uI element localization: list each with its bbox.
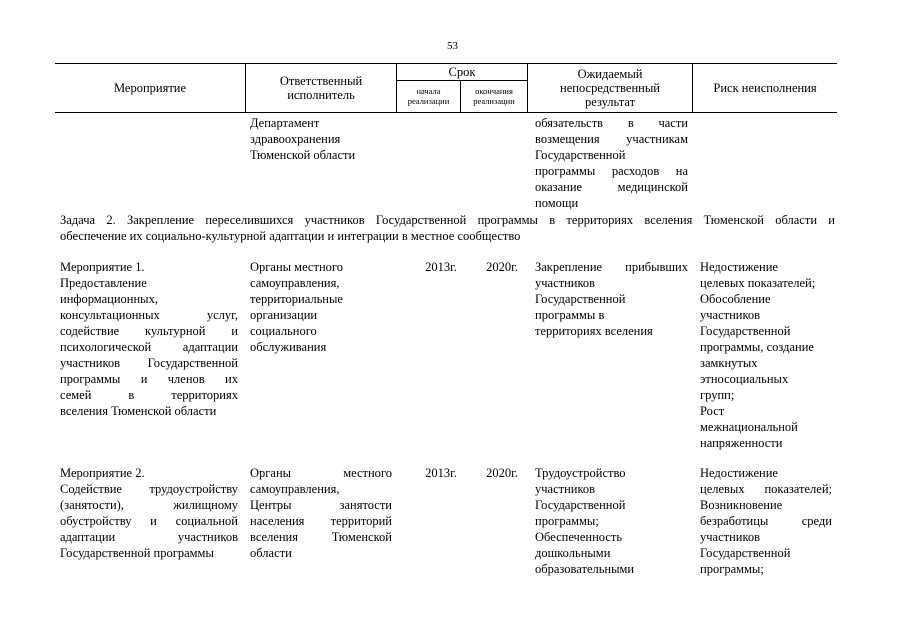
row1-end: 2020г. (486, 260, 518, 274)
header-risk: Риск неисполнения (713, 81, 817, 95)
continuation-result: обязательств в части возмещения участникам Государственной программы расходов на оказание медицинской помощи (535, 116, 688, 210)
header-result: Ожидаемый непосредственный результат (560, 67, 660, 109)
row1-risk: Недостижение целевых показателей; Обособление участников Государственной программы, создание замкнутых этносоциальных групп; Рост межнациональной напряженности (700, 260, 816, 450)
table-header-bottom-rule (55, 112, 837, 113)
header-responsible: Ответственный исполнитель (279, 74, 363, 102)
header-term-start: начала реализации (407, 86, 450, 106)
row1-responsible: Органы местного самоуправления, территориальные организации социального обслуживания (250, 260, 343, 354)
row2-risk: Недостижение целевых показателей; Возникновение безработицы среди участников Государственной программы; (700, 466, 832, 576)
row2-start: 2013г. (425, 466, 457, 480)
row1-event: Мероприятие 1. Предоставление информационных, консультационных услуг, содействие культурной и психологической адаптации участников Государственной программы и членов их семей в территориях вселения Тюменской области (60, 260, 238, 418)
continuation-responsible: Департамент здравоохранения Тюменской области (250, 116, 356, 162)
row2-result: Трудоустройство участников Государственной программы; Обеспеченность дошкольными образовательными (535, 466, 635, 576)
header-event: Мероприятие (113, 81, 187, 95)
row2-event: Мероприятие 2. Содействие трудоустройству (занятости), жилищному обустройству и социальной адаптации участников Государственной программы (60, 466, 238, 560)
header-term: Срок (448, 65, 476, 79)
table-top-rule (55, 63, 837, 64)
header-term-end: окончания реализации (473, 86, 515, 106)
row1-result: Закрепление прибывших участников Государственной программы в территориях вселения (535, 260, 688, 338)
task-2-heading: Задача 2. Закрепление переселившихся участников Государственной программы в территориях вселения Тюменской области и обеспечение их социально-культурной адаптации и интеграции в местное сообщество (60, 213, 835, 243)
row2-end: 2020г. (486, 466, 518, 480)
row2-responsible: Органы местного самоуправления, Центры занятости населения территорий вселения Тюменской области (250, 466, 392, 560)
page-number: 53 (447, 40, 458, 52)
term-subheader-rule (396, 80, 528, 81)
row1-start: 2013г. (425, 260, 457, 274)
